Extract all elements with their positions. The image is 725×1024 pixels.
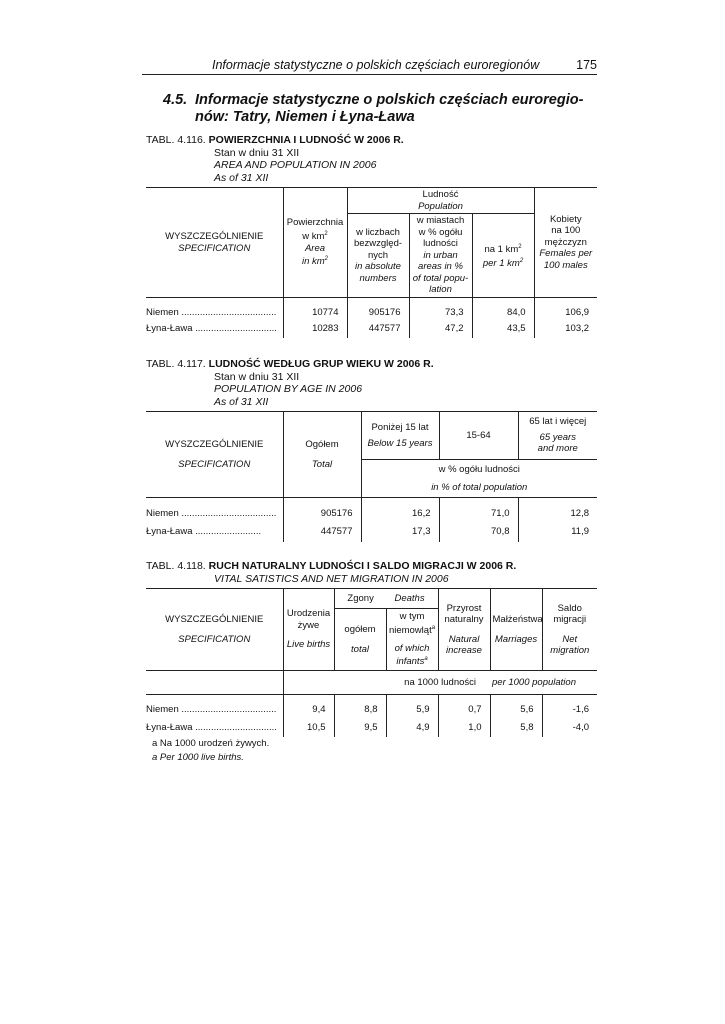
t118-spec-en: SPECIFICATION	[178, 633, 251, 645]
t116-abs-en2: numbers	[359, 272, 397, 284]
t118-r0-natural: 0,7	[438, 695, 490, 719]
t116-dens-en: per 1 km	[482, 257, 520, 269]
t117-r0-u15: 16,2	[361, 498, 439, 522]
table-116-heading: POWIERZCHNIA I LUDNOŚĆ W 2006 R.	[208, 134, 404, 146]
t118-inf-pl1: w tym	[399, 611, 425, 623]
t116-r0-name: Niemen ....................................	[146, 306, 277, 318]
t117-spec-header	[146, 412, 283, 498]
t117-spec-en: SPECIFICATION	[178, 458, 251, 470]
t117-pct-pl: w % ogółu ludności	[438, 464, 520, 475]
table-117-sub1: Stan w dniu 31 XII	[214, 370, 300, 383]
table-118-title	[146, 560, 516, 585]
t118-mar-pl: Małżeństwa	[492, 614, 543, 625]
t116-abs-pl1: w liczbach	[356, 226, 400, 238]
t117-u15-pl: Poniżej 15 lat	[371, 422, 429, 433]
t118-deaths-pl: Zgony	[347, 592, 374, 604]
t118-r1-infants: 4,9	[386, 719, 438, 737]
t118-r0-migration: -1,6	[542, 695, 597, 719]
t117-r0-65: 12,8	[518, 498, 597, 522]
t116-dens-pl: na 1 km	[484, 244, 519, 255]
table-117	[146, 411, 597, 542]
t118-mig-en1: Net	[562, 633, 578, 645]
table-row	[146, 719, 597, 737]
t116-urb-en4: lation	[429, 284, 452, 296]
t118-spec-pl: WYSZCZEGÓLNIENIE	[165, 614, 264, 625]
page-header	[142, 56, 597, 75]
table-row	[146, 695, 597, 719]
t118-births-pl1: Urodzenia	[286, 608, 331, 620]
t117-total-header	[283, 412, 361, 498]
table-118-heading: RUCH NATURALNY LUDNOŚCI I SALDO MIGRACJI W 2006 R.	[208, 560, 517, 572]
t116-urb-en3: of total popu-	[412, 272, 469, 284]
table-116	[146, 187, 597, 338]
t118-dtot-pl: ogółem	[344, 624, 376, 635]
t117-r1-u15: 17,3	[361, 522, 439, 542]
t117-65-en2: and more	[537, 443, 578, 455]
t118-nat-en1: Natural	[448, 633, 480, 645]
t116-fem-pl2: na 100	[551, 225, 581, 237]
t116-urb-pl3: ludności	[423, 238, 458, 250]
t118-births-header	[283, 589, 334, 671]
t116-pop-header	[347, 188, 534, 214]
table-118	[146, 588, 597, 737]
table-row	[146, 298, 597, 320]
t118-natural-header	[438, 589, 490, 671]
t118-per1000-en: per 1000 population	[490, 671, 597, 695]
t116-spec-en: SPECIFICATION	[178, 242, 251, 254]
t116-r1-density: 43,5	[472, 320, 534, 338]
t118-births-en: Live births	[286, 639, 331, 651]
t116-abs-header	[347, 214, 409, 298]
t116-area-en1: Area	[304, 242, 326, 254]
t116-abs-pl3: nych	[367, 249, 389, 261]
table-row	[146, 522, 597, 542]
table-117-title	[146, 358, 434, 408]
t118-nat-pl1: Przyrost	[446, 602, 482, 614]
table-116-sub1: Stan w dniu 31 XII	[214, 146, 300, 159]
t116-spec-pl: WYSZCZEGÓLNIENIE	[165, 231, 264, 242]
t116-area-pl2: w km	[302, 231, 325, 242]
t117-r0-name: Niemen ....................................	[146, 507, 277, 519]
table-117-label: TABL. 4.117.	[146, 358, 206, 370]
t118-dtot-en: total	[351, 643, 369, 655]
t118-mar-en: Marriages	[494, 633, 538, 645]
t117-r1-1564: 70,8	[439, 522, 518, 542]
t118-r1-births: 10,5	[283, 719, 334, 737]
t117-total-en: Total	[311, 458, 333, 470]
t116-r1-urban: 47,2	[409, 320, 472, 338]
t116-r1-area: 10283	[283, 320, 347, 338]
page-number: 175	[576, 58, 597, 72]
t118-footnote-pl: a Na 1000 urodzeń żywych.	[152, 738, 270, 749]
t118-infants-header	[386, 609, 438, 671]
t116-r0-density: 84,0	[472, 298, 534, 320]
t117-pct-header	[361, 460, 597, 498]
t118-note-mark-1: a	[431, 624, 436, 631]
table-118-sub1: VITAL SATISTICS AND NET MIGRATION IN 2006	[214, 572, 449, 585]
t118-r1-name: Łyna-Ława ...............................	[146, 721, 277, 733]
t116-fem-en2: 100 males	[543, 259, 588, 271]
table-116-label: TABL. 4.116.	[146, 134, 206, 146]
t117-r1-name: Łyna-Ława .........................	[146, 525, 262, 537]
t117-1564-header: 15-64	[439, 412, 518, 460]
t118-mig-en2: migration	[550, 645, 590, 656]
table-118-label: TABL. 4.118.	[146, 560, 206, 572]
t118-footnote-en: a Per 1000 live births.	[152, 752, 244, 763]
t116-urb-en1: in urban	[423, 249, 458, 261]
t117-u15-header	[361, 412, 439, 460]
t118-inf-en1: of which	[394, 642, 430, 654]
t118-per1000-pl: na 1000 ludności	[334, 671, 490, 695]
t118-r1-deaths: 9,5	[334, 719, 386, 737]
t116-urb-pl2: w % ogółu	[418, 226, 463, 238]
t117-65-en1: 65 years	[539, 431, 576, 443]
t116-r1-name: Łyna-Ława ...............................	[146, 322, 277, 334]
t116-urb-en2: areas in %	[418, 261, 463, 273]
t116-r0-females: 106,9	[534, 298, 597, 320]
t116-spec-header	[146, 188, 283, 298]
t118-deaths-en: Deaths	[394, 592, 425, 604]
running-title: Informacje statystyczne o polskich częściach euroregionów	[212, 58, 540, 72]
t117-r0-total: 905176	[283, 498, 361, 522]
t117-pct-en: in % of total population	[431, 481, 528, 493]
t116-r0-urban: 73,3	[409, 298, 472, 320]
t118-r1-migration: -4,0	[542, 719, 597, 737]
t118-nat-pl2: naturalny	[444, 614, 484, 625]
table-row	[146, 498, 597, 522]
t118-births-pl2: żywe	[297, 619, 320, 631]
t116-abs-en1: in absolute	[355, 261, 401, 273]
t117-total-pl: Ogółem	[305, 439, 339, 450]
t116-females-header	[534, 188, 597, 298]
t118-mig-pl1: Saldo	[557, 602, 582, 614]
t116-area-header: Powierzchnia w $km^2$ Area in $km^2$	[283, 188, 347, 298]
table-116-title	[146, 134, 404, 184]
t116-area-pl1: Powierzchnia	[286, 217, 344, 229]
t118-inf-pl2: niemowląt	[388, 625, 432, 636]
table-117-sub2: POPULATION BY AGE IN 2006	[214, 383, 363, 395]
t116-density-header: na 1 $km^2$ per 1 $km^2$	[472, 214, 534, 298]
t116-pop-pl: Ludność	[422, 189, 459, 200]
t116-pop-en: Population	[418, 200, 463, 212]
t118-r0-deaths: 8,8	[334, 695, 386, 719]
t117-u15-en: Below 15 years	[367, 437, 433, 449]
t116-fem-pl1: Kobiety	[549, 213, 582, 225]
t118-migration-header	[542, 589, 597, 671]
t116-r1-females: 103,2	[534, 320, 597, 338]
t116-r0-area: 10774	[283, 298, 347, 320]
t116-fem-en1: Females per	[539, 248, 593, 260]
t118-footnotes	[152, 737, 269, 765]
t117-65-pl: 65 lat i więcej	[529, 416, 587, 428]
t118-inf-en2: infants	[396, 656, 425, 668]
t118-dtotal-header	[334, 609, 386, 671]
t118-note-mark-2: a	[424, 656, 428, 662]
t118-nat-en2: increase	[446, 645, 482, 656]
section-title-line2: nów: Tatry, Niemen i Łyna-Ława	[195, 109, 415, 125]
t117-spec-pl: WYSZCZEGÓLNIENIE	[165, 439, 264, 450]
table-116-sub2: AREA AND POPULATION IN 2006	[214, 159, 377, 171]
t118-r0-marriages: 5,6	[490, 695, 542, 719]
t116-fem-pl3: mężczyzn	[544, 236, 587, 248]
t116-urban-header	[409, 214, 472, 298]
table-row	[146, 320, 597, 338]
t116-urb-pl1: w miastach	[416, 215, 465, 227]
section-title	[163, 92, 603, 126]
t116-r1-pop: 447577	[347, 320, 409, 338]
t117-65-header	[518, 412, 597, 460]
t118-r0-births: 9,4	[283, 695, 334, 719]
t118-r0-name: Niemen ....................................	[146, 703, 277, 715]
section-number: 4.5.	[163, 92, 188, 108]
t118-r0-infants: 5,9	[386, 695, 438, 719]
t118-r1-natural: 1,0	[438, 719, 490, 737]
t116-abs-pl2: bezwzględ-	[353, 238, 403, 250]
t116-r0-pop: 905176	[347, 298, 409, 320]
t117-r1-total: 447577	[283, 522, 361, 542]
t118-deaths-header	[334, 589, 438, 609]
t116-area-en2: in km	[301, 256, 325, 268]
t118-mig-pl2: migracji	[553, 614, 587, 625]
t117-r1-65: 11,9	[518, 522, 597, 542]
section-title-line1: Informacje statystyczne o polskich częściach euroregio-	[195, 92, 584, 108]
t117-r0-1564: 71,0	[439, 498, 518, 522]
table-117-sub3: As of 31 XII	[214, 395, 269, 408]
table-116-sub3: As of 31 XII	[214, 171, 269, 184]
t118-r1-marriages: 5,8	[490, 719, 542, 737]
t118-marriages-header	[490, 589, 542, 671]
table-117-heading: LUDNOŚĆ WEDŁUG GRUP WIEKU W 2006 R.	[208, 358, 434, 370]
t118-spec-header	[146, 589, 283, 671]
